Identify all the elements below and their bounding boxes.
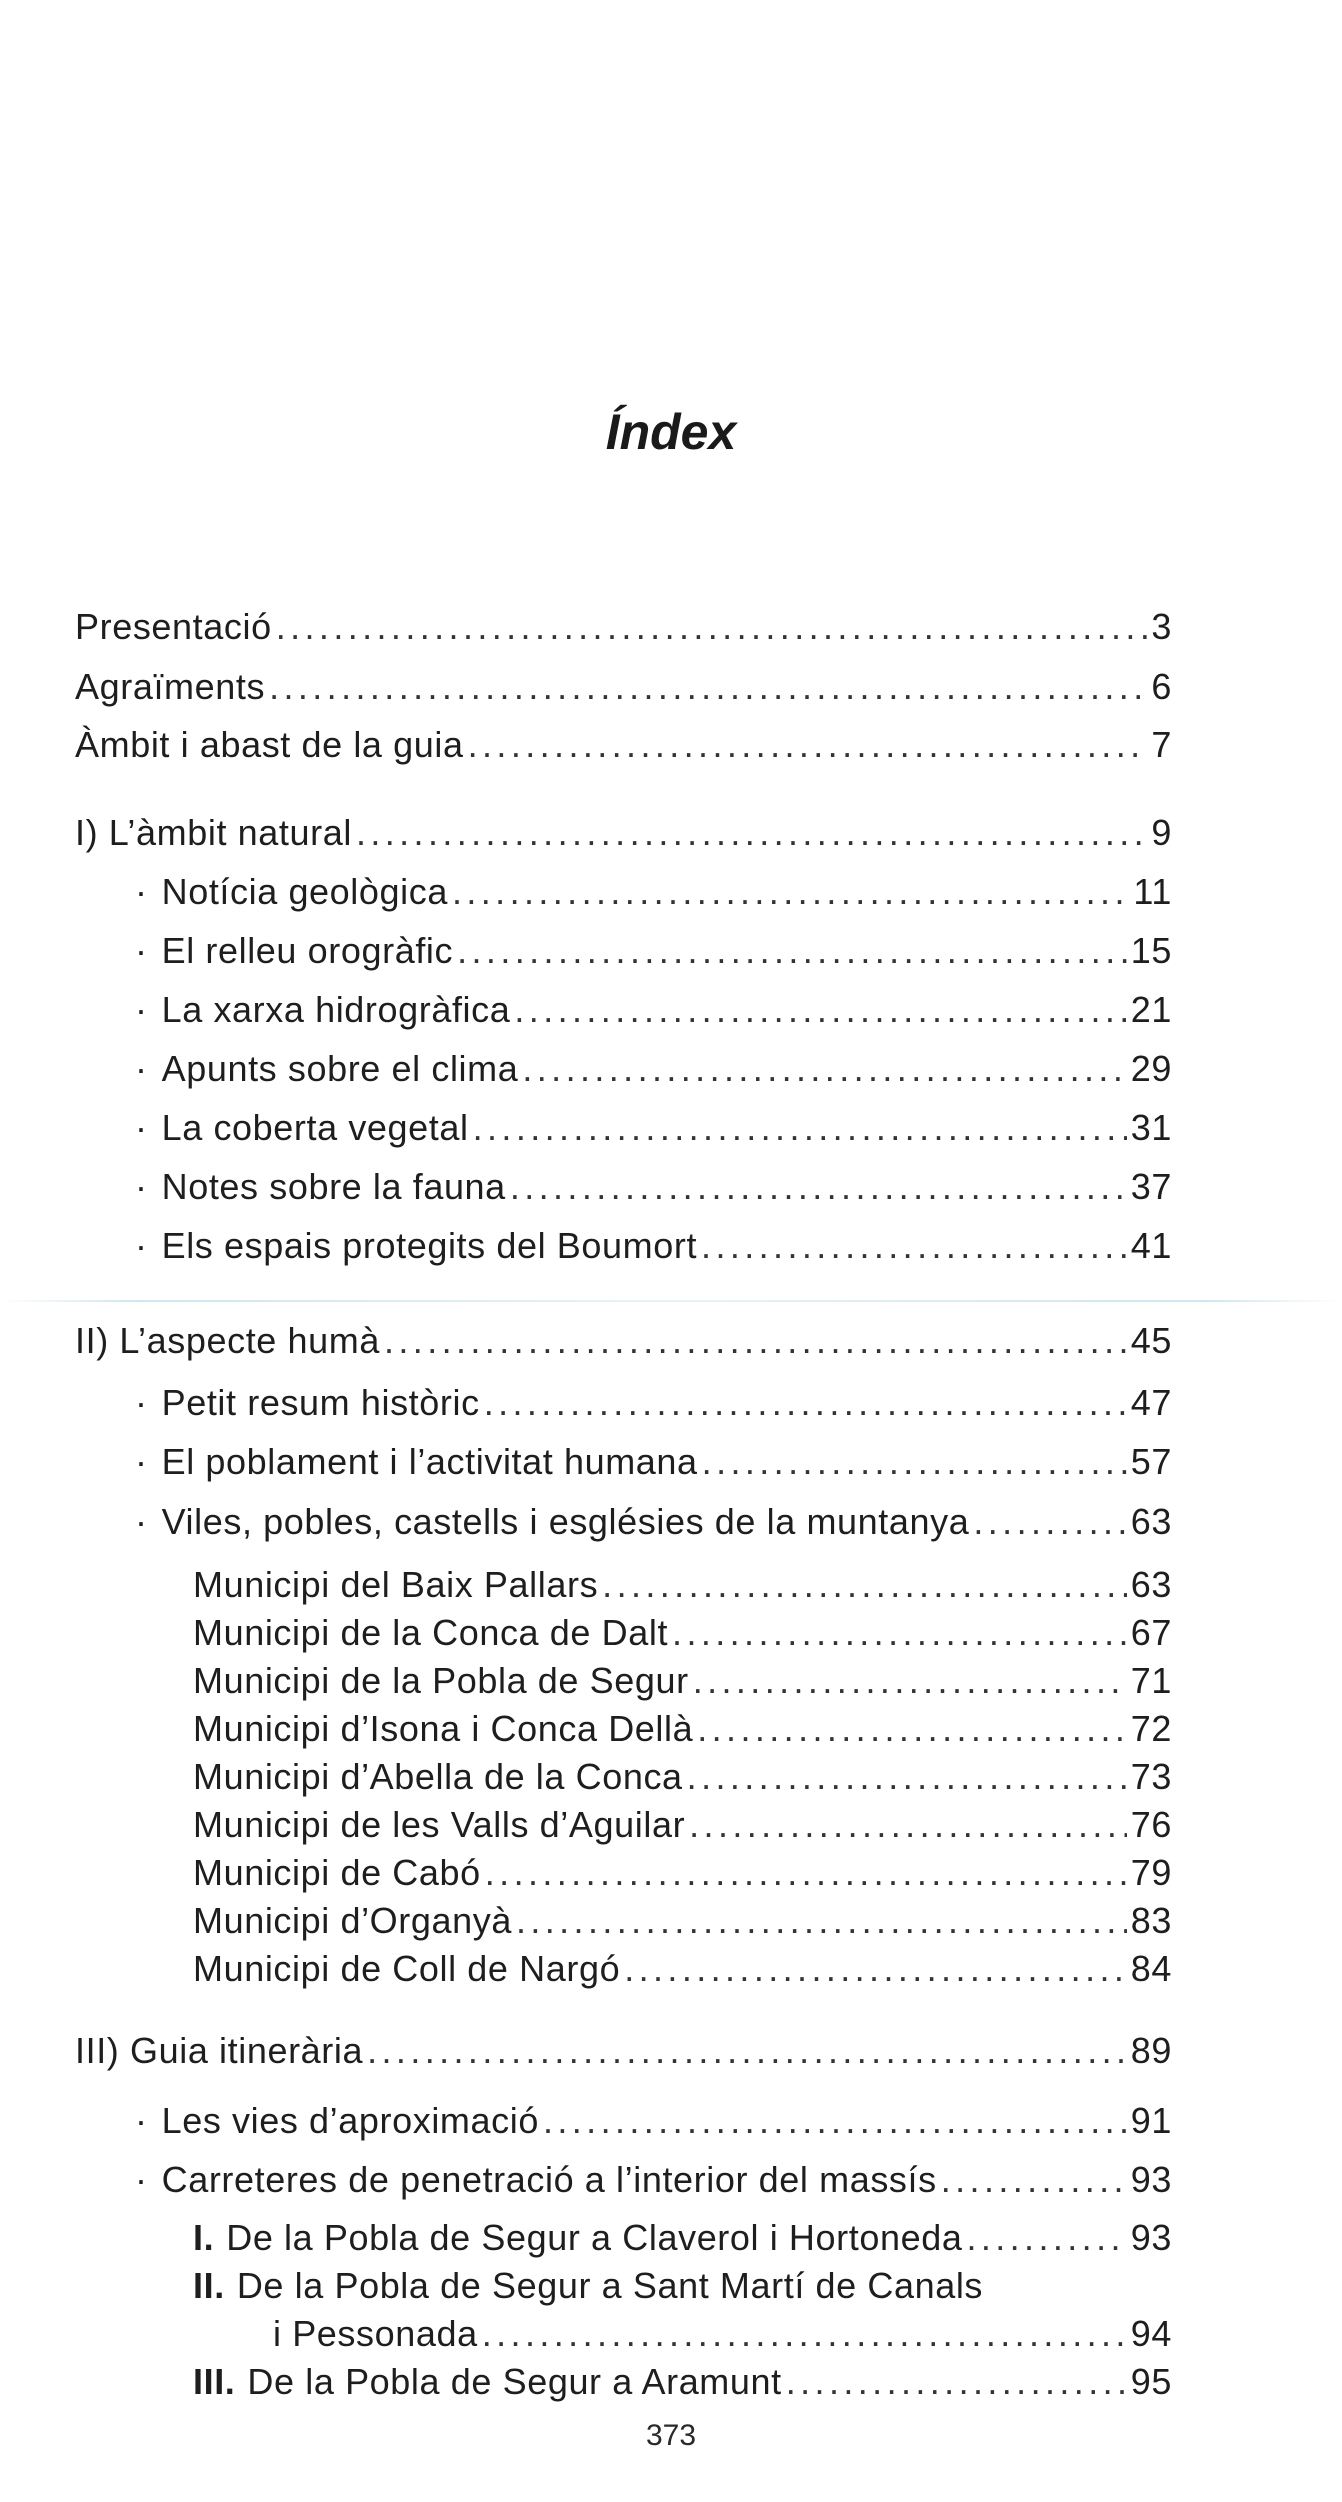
toc-entry-page: 41 <box>1130 1225 1172 1266</box>
toc-entry-municipi[interactable] <box>193 1803 1172 1847</box>
toc-entry-page: 63 <box>1130 1564 1172 1605</box>
toc-entry-route-ii-line2[interactable] <box>273 2312 1172 2356</box>
dot-leader <box>473 1106 1127 1150</box>
toc-entry-noticia-geologica[interactable] <box>135 870 1172 914</box>
toc-entry-label: Les vies d’aproximació <box>161 2100 539 2141</box>
dot-leader <box>482 2312 1127 2356</box>
toc-entry-viles-pobles[interactable] <box>135 1500 1172 1544</box>
toc-entry-page: 7 <box>1151 724 1172 765</box>
toc-entry-label: Els espais protegits del Boumort <box>161 1225 698 1266</box>
toc-entry-page: 57 <box>1130 1441 1172 1482</box>
toc-entry-route-ii-line1[interactable] <box>193 2264 983 2308</box>
roman-numeral: II. <box>193 2265 225 2306</box>
toc-entry-label: Apunts sobre el clima <box>161 1048 519 1089</box>
toc-entry-label: Agraïments <box>75 666 266 707</box>
bullet-icon: · <box>135 1166 148 1207</box>
toc-entry-municipi[interactable] <box>193 1851 1172 1895</box>
toc-entry-page: 84 <box>1130 1948 1172 1989</box>
toc-entry-page: 37 <box>1130 1166 1172 1207</box>
bullet-icon: · <box>135 1501 148 1542</box>
page-title: Índex <box>605 404 737 460</box>
toc-entry-label: i Pessonada <box>273 2313 478 2354</box>
dot-leader <box>522 1047 1126 1091</box>
toc-entry-page: 95 <box>1130 2361 1172 2402</box>
dot-leader <box>510 1165 1127 1209</box>
toc-entry-label: De la Pobla de Segur a Claverol i Hortoneda <box>226 2217 963 2258</box>
toc-entry-page: 93 <box>1130 2217 1172 2258</box>
toc-entry-page: 15 <box>1130 930 1172 971</box>
toc-entry-label: Notícia geològica <box>161 871 448 912</box>
dot-leader <box>269 665 1147 709</box>
toc-entry-page: 6 <box>1151 666 1172 707</box>
page-number: 373 <box>645 2419 697 2452</box>
toc-entry-label: De la Pobla de Segur a Aramunt <box>247 2361 782 2402</box>
scan-artifact-line <box>0 1300 1342 1302</box>
toc-entry-page: 47 <box>1130 1382 1172 1423</box>
toc-entry-xarxa-hidrografica[interactable] <box>135 988 1172 1032</box>
toc-section-guia-itineraria[interactable] <box>75 2029 1172 2073</box>
dot-leader <box>786 2360 1127 2404</box>
toc-entry-page: 94 <box>1130 2313 1172 2354</box>
toc-entry-label: Presentació <box>75 606 272 647</box>
bullet-icon: · <box>135 930 148 971</box>
toc-entry-page: 9 <box>1151 812 1172 853</box>
dot-leader <box>485 1851 1127 1895</box>
roman-numeral: III. <box>193 2361 236 2402</box>
toc-entry-carreteres[interactable] <box>135 2158 1172 2202</box>
bullet-icon: · <box>135 1048 148 1089</box>
toc-entry-petit-resum[interactable] <box>135 1381 1172 1425</box>
toc-section-aspecte-huma[interactable] <box>75 1319 1172 1363</box>
dot-leader <box>701 1224 1127 1268</box>
dot-leader <box>966 2216 1126 2260</box>
toc-entry-label: II) L’aspecte humà <box>75 1320 380 1361</box>
toc-entry-label: Municipi d’Abella de la Conca <box>193 1756 683 1797</box>
bullet-icon: · <box>135 1441 148 1482</box>
dot-leader <box>602 1563 1127 1607</box>
toc-entry-label: Notes sobre la fauna <box>161 1166 506 1207</box>
toc-entry-page: 83 <box>1130 1900 1172 1941</box>
dot-leader <box>384 1319 1127 1363</box>
toc-entry-label: Municipi del Baix Pallars <box>193 1564 599 1605</box>
toc-entry-page: 11 <box>1133 871 1172 912</box>
toc-entry-label: El poblament i l’activitat humana <box>161 1441 698 1482</box>
toc-entry-page: 71 <box>1130 1660 1172 1701</box>
toc-entry-page: 29 <box>1130 1048 1172 1089</box>
toc-entry-page: 79 <box>1130 1852 1172 1893</box>
toc-entry-municipi[interactable] <box>193 1659 1172 1703</box>
dot-leader <box>941 2158 1127 2202</box>
toc-entry-coberta-vegetal[interactable] <box>135 1106 1172 1150</box>
toc-entry-label: III) Guia itinerària <box>75 2030 364 2071</box>
dot-leader <box>693 1659 1127 1703</box>
toc-entry-page: 21 <box>1130 989 1172 1030</box>
toc-entry-apunts-clima[interactable] <box>135 1047 1172 1091</box>
toc-entry-label: Viles, pobles, castells i esglésies de la muntanya <box>161 1501 970 1542</box>
toc-entry-label: Municipi de Cabó <box>193 1852 481 1893</box>
toc-entry-municipi[interactable] <box>193 1611 1172 1655</box>
dot-leader <box>484 1381 1127 1425</box>
bullet-icon: · <box>135 989 148 1030</box>
toc-entry-label: Municipi d’Isona i Conca Dellà <box>193 1708 694 1749</box>
dot-leader <box>973 1500 1126 1544</box>
toc-entry-relleu-orografic[interactable] <box>135 929 1172 973</box>
toc-entry-page: 72 <box>1130 1708 1172 1749</box>
toc-entry-label: Àmbit i abast de la guia <box>75 724 464 765</box>
toc-entry-page: 73 <box>1130 1756 1172 1797</box>
dot-leader <box>689 1803 1127 1847</box>
toc-entry-page: 3 <box>1151 606 1172 647</box>
toc-entry-label: Municipi de la Pobla de Segur <box>193 1660 689 1701</box>
bullet-icon: · <box>135 1382 148 1423</box>
toc-entry-vies-aproximacio[interactable] <box>135 2099 1172 2143</box>
toc-entry-page: 31 <box>1130 1107 1172 1148</box>
bullet-icon: · <box>135 1225 148 1266</box>
bullet-icon: · <box>135 2159 148 2200</box>
toc-entry-label: Municipi de la Conca de Dalt <box>193 1612 669 1653</box>
bullet-icon: · <box>135 2100 148 2141</box>
dot-leader <box>356 811 1147 855</box>
bullet-icon: · <box>135 871 148 912</box>
toc-entry-route-iii[interactable] <box>193 2360 1172 2404</box>
dot-leader <box>702 1440 1127 1484</box>
toc-entry-label: I) L’àmbit natural <box>75 812 352 853</box>
toc-entry-page: 76 <box>1130 1804 1172 1845</box>
toc-entry-notes-fauna[interactable] <box>135 1165 1172 1209</box>
dot-leader <box>697 1707 1127 1751</box>
toc-entry-label: El relleu orogràfic <box>161 930 454 971</box>
toc-entry-label: Municipi d’Organyà <box>193 1900 512 1941</box>
toc-entry-municipi[interactable] <box>193 1899 1172 1943</box>
toc-entry-route-i[interactable] <box>193 2216 1172 2260</box>
toc-entry-page: 63 <box>1130 1501 1172 1542</box>
dot-leader <box>672 1611 1127 1655</box>
toc-entry-page: 91 <box>1130 2100 1172 2141</box>
bullet-icon: · <box>135 1107 148 1148</box>
toc-entry-page: 93 <box>1130 2159 1172 2200</box>
toc-entry-label: Petit resum històric <box>161 1382 480 1423</box>
dot-leader <box>687 1755 1127 1799</box>
dot-leader <box>367 2029 1127 2073</box>
toc-section-ambit-natural[interactable] <box>75 811 1172 855</box>
toc-entry-label: De la Pobla de Segur a Sant Martí de Canals <box>236 2265 984 2306</box>
toc-entry-municipi[interactable] <box>193 1707 1172 1751</box>
toc-entry-espais-protegits[interactable] <box>135 1224 1172 1268</box>
dot-leader <box>624 1947 1127 1991</box>
toc-entry-label: La xarxa hidrogràfica <box>161 989 511 1030</box>
dot-leader <box>457 929 1127 973</box>
toc-entry-page: 89 <box>1130 2030 1172 2071</box>
toc-entry-label: Carreteres de penetració a l’interior del massís <box>161 2159 937 2200</box>
dot-leader <box>516 1899 1127 1943</box>
toc-entry-municipi[interactable] <box>193 1755 1172 1799</box>
roman-numeral: I. <box>193 2217 215 2258</box>
dot-leader <box>452 870 1129 914</box>
dot-leader <box>543 2099 1127 2143</box>
toc-entry-municipi[interactable] <box>193 1947 1172 1991</box>
toc-entry-agraiments[interactable] <box>75 665 1172 709</box>
toc-entry-ambit[interactable] <box>75 723 1172 767</box>
toc-entry-page: 45 <box>1130 1320 1172 1361</box>
toc-entry-label: Municipi de Coll de Nargó <box>193 1948 621 1989</box>
toc-entry-presentacio[interactable] <box>75 605 1172 649</box>
toc-entry-label: Municipi de les Valls d’Aguilar <box>193 1804 686 1845</box>
dot-leader <box>468 723 1148 767</box>
toc-entry-poblament[interactable] <box>135 1440 1172 1484</box>
toc-entry-label: La coberta vegetal <box>161 1107 469 1148</box>
toc-entry-municipi[interactable] <box>193 1563 1172 1607</box>
toc-entry-page: 67 <box>1130 1612 1172 1653</box>
dot-leader <box>514 988 1126 1032</box>
dot-leader <box>276 605 1148 649</box>
